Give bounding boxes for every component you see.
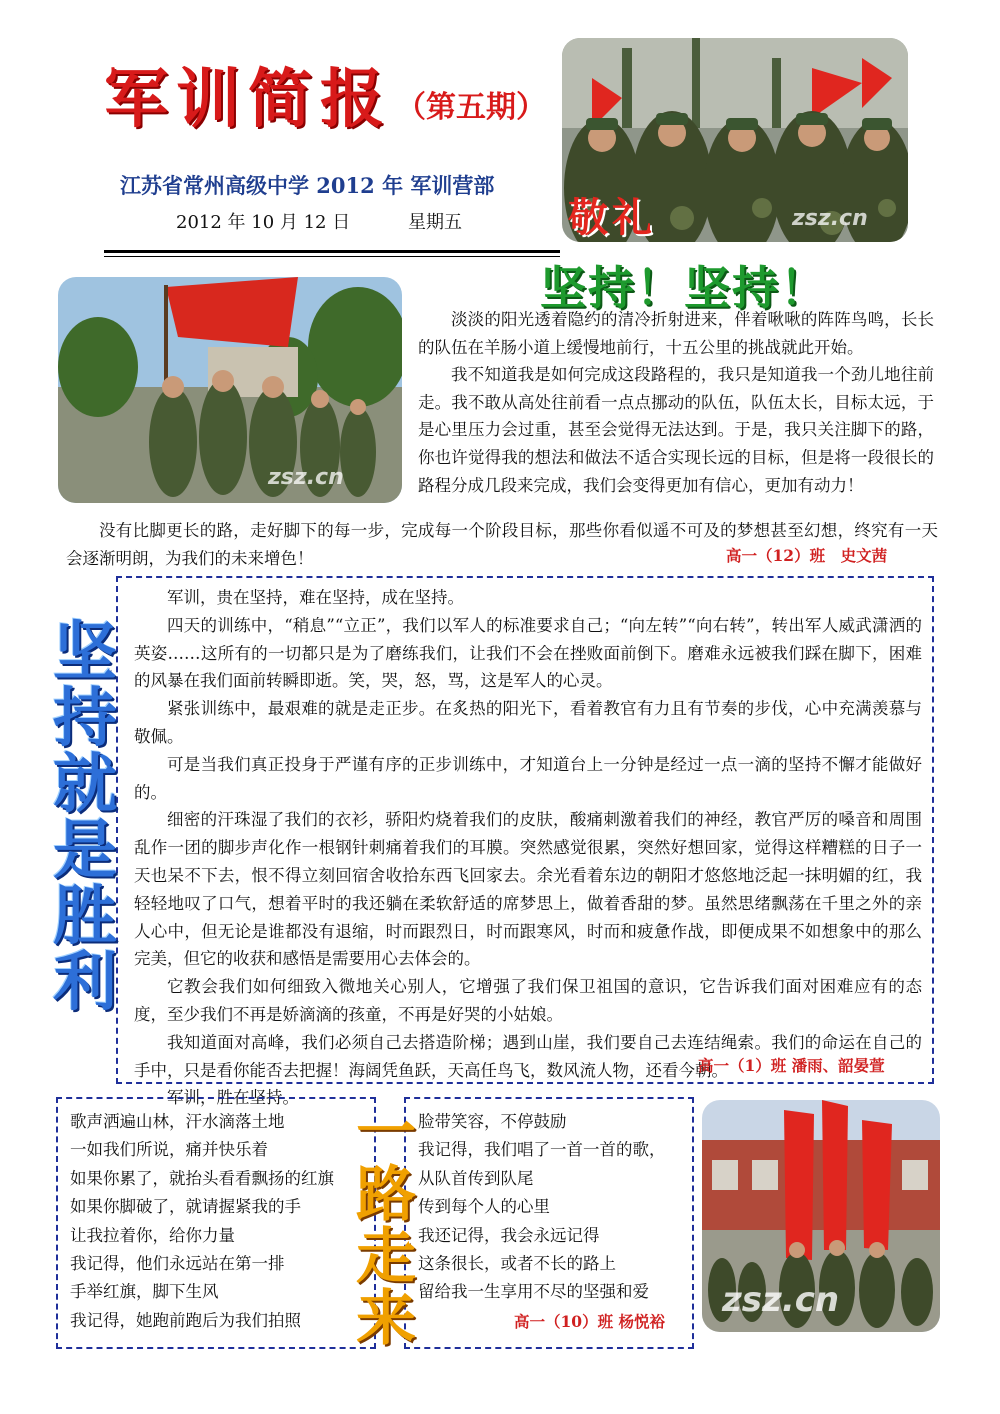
salute-caption: 敬礼: [568, 195, 656, 241]
paragraph: 紧张训练中，最艰难的就是走正步。在炙热的阳光下，看着教官有力且有节奏的步伐，心中充满羡慕与敬佩。: [134, 699, 922, 746]
title-char: 路: [356, 1160, 416, 1230]
poem-line: 我还记得，我会永远记得: [418, 1225, 600, 1245]
masthead-title: 军训简报: [104, 63, 392, 137]
title-char: 走: [356, 1222, 416, 1292]
masthead-rule-thin: [104, 256, 560, 257]
paragraph: 军训，胜在坚持。: [167, 1088, 299, 1108]
march-photo: [58, 277, 402, 503]
paragraph: 我不知道我是如何完成这段路程的，我只是知道我一个劲儿地往前走。我不敢从高处往前看一点点挪动的队伍，队伍太长，目标太远，于是心里压力会过重，甚至会觉得无法达到。于是，我只关注脚下的路，你也许觉得我的想法和做法不适合实现长远的目标，但是将一段很长的路程分成几段来完成，我们会变得更加有信心，更加有动力！: [418, 365, 934, 495]
poem-line: 让我拉着你，给你力量: [70, 1225, 235, 1245]
article1-body: [418, 306, 934, 499]
paragraph: 可是当我们真正投身于严谨有序的正步训练中，才知道台上一分钟是经过一点一滴的坚持不懈才能做好的。: [134, 754, 922, 802]
poem-line: 我记得，我们唱了一首一首的歌，: [418, 1140, 666, 1160]
publish-weekday: 星期五: [408, 212, 462, 233]
title-char: 来: [356, 1284, 416, 1354]
article1-headline: 坚持！坚持！: [540, 261, 828, 315]
paragraph: 它教会我们如何细致入微地关心别人，它增强了我们保卫祖国的意识，它告诉我们面对困难应有的态度，至少我们不再是娇滴滴的孩童，不再是好哭的小姑娘。: [134, 977, 922, 1024]
poem-line: 脸带笑容，不停鼓励: [418, 1112, 567, 1131]
poem-line: 我记得，她跑前跑后为我们拍照: [70, 1310, 301, 1330]
paragraph: 没有比脚更长的路，走好脚下的每一步，完成每一个阶段目标，那些你看似遥不可及的梦想甚至幻想，终究有一天会逐渐明朗，为我们的未来增色！: [66, 521, 938, 568]
poem-line: 一如我们所说，痛并快乐着: [70, 1140, 268, 1160]
watermark-text: zsz.cn: [268, 465, 344, 490]
poem-line: 传到每个人的心里: [418, 1197, 550, 1217]
poem-line: 歌声洒遍山林，汗水滴落土地: [70, 1112, 285, 1131]
poem-left-column: [70, 1108, 334, 1335]
poem-line: 这条很长，或者不长的路上: [418, 1254, 616, 1274]
poem-author: 高一（10）班 杨悦裕: [514, 1312, 665, 1331]
paragraph: 四天的训练中，“稍息”“立正”，我们以军人的标准要求自己；“向左转”“向右转”，转出军人威武潇洒的英姿……这所有的一切都只是为了磨练我们，让我们不会在挫败面前倒下。磨难永远被我们踩在脚下，困难的风暴在我们面前转瞬即逝。笑，哭，怒，骂，这是军人的心灵。: [134, 615, 922, 691]
article1-author: 高一（12）班 史文茜: [726, 546, 888, 565]
paragraph: 军训，贵在坚持，难在坚持，成在坚持。: [167, 588, 464, 607]
poem-vertical-title: [350, 1098, 422, 1354]
paragraph: 我知道面对高峰，我们必须自己去搭造阶梯；遇到山崖，我们要自己去连结绳索。我们的命运在自己的手中，只是看你能否去把握！海阔凭鱼跃，天高任鸟飞，数风流人物，还看今朝。: [134, 1032, 922, 1080]
title-char: 是: [53, 814, 117, 888]
title-char: 持: [53, 682, 117, 756]
organization: 江苏省常州高级中学 2012 年 军训营部: [120, 173, 495, 198]
poem-line: 手举红旗，脚下生风: [70, 1282, 219, 1302]
publish-date: 2012 年 10 月 12 日: [176, 212, 351, 233]
article2-author: 高一（1）班 潘雨、韶晏萱: [698, 1056, 885, 1075]
poem-line: 留给我一生享用不尽的坚强和爱: [418, 1282, 649, 1302]
paragraph: 淡淡的阳光透着隐约的清冷折射进来，伴着啾啾的阵阵鸟鸣，长长的队伍在羊肠小道上缓慢地前行，十五公里的挑战就此开始。: [418, 310, 934, 357]
poem-line: 我记得，他们永远站在第一排: [70, 1254, 285, 1274]
title-char: 就: [53, 748, 117, 822]
poem-right-column: [418, 1108, 666, 1307]
issue-number: （第五期）: [396, 90, 546, 125]
title-char: 坚: [53, 616, 117, 690]
watermark-text: zsz.cn: [722, 1280, 840, 1320]
poem-line: 如果你累了，就抬头看看飘扬的红旗: [70, 1168, 334, 1188]
paragraph: 细密的汗珠湿了我们的衣衫，骄阳灼烧着我们的皮肤，酸痛刺激着我们的神经，教官严厉的嗓音和周围乱作一团的脚步声化作一根钢针刺痛着我们的耳膜。突然感觉很累，突然好想回家，觉得这样糟糕的日子一天也呆不下去，恨不得立刻回宿舍收拾东西飞回家去。余光看着东边的朝阳才悠悠地泛起一抹明媚的红，我轻轻地叹了口气，想着平时的我还躺在柔软舒适的席梦思上，做着香甜的梦。虽然思绪飘荡在千里之外的亲人心中，但无论是谁都没有退缩，时而跟烈日，时而跟寒风，时而和疲惫作战，即便成果不如想象中的那么完美，但它的收获和感悟是需要用心去体会的。: [134, 810, 922, 969]
title-char: 胜: [53, 880, 117, 954]
title-char: 一: [356, 1098, 416, 1168]
article2-vertical-title: [40, 616, 130, 1020]
watermark-text: zsz.cn: [792, 206, 868, 231]
title-char: 利: [53, 946, 117, 1020]
flag-photo: [702, 1100, 940, 1332]
poem-line: 如果你脚破了，就请握紧我的手: [70, 1197, 301, 1217]
poem-line: 从队首传到队尾: [418, 1168, 534, 1188]
salute-photo: [562, 38, 908, 242]
article2-body: [134, 584, 922, 1112]
masthead-rule: [104, 250, 560, 253]
